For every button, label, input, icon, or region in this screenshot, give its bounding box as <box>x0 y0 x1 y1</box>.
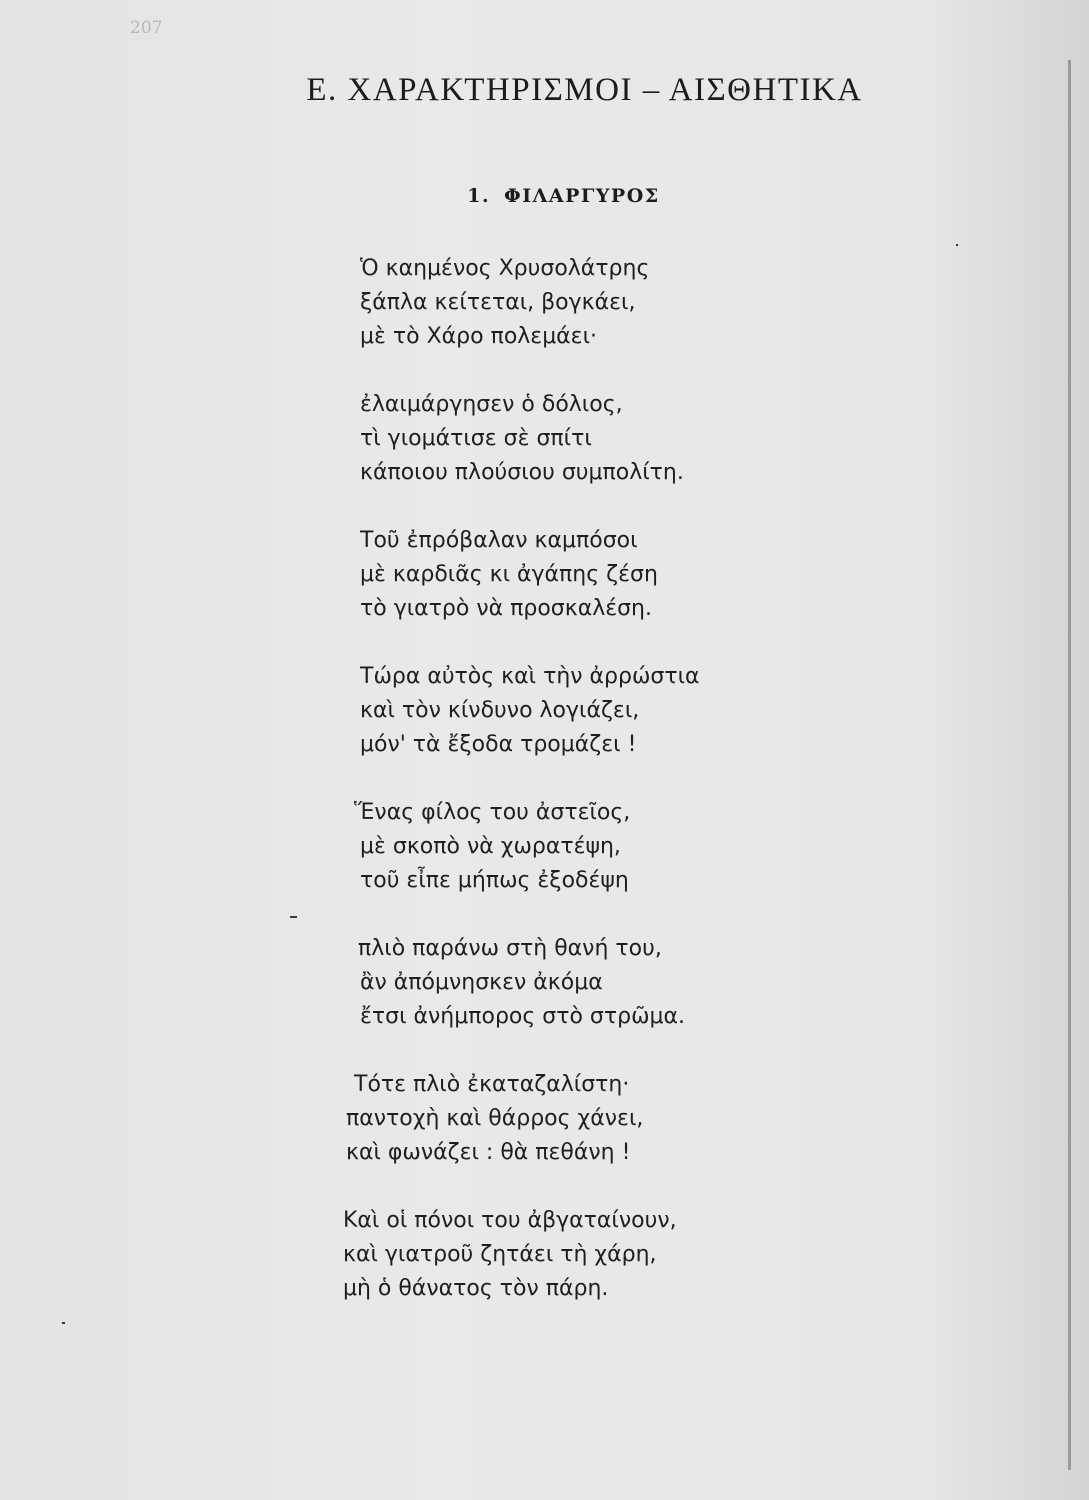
verse-line: Τώρα αὐτὸς καὶ τὴν ἀρρώστια <box>360 664 700 689</box>
ink-speck <box>956 244 958 246</box>
verse-line: τοῦ εἶπε μήπως ἐξοδέψη <box>360 868 629 893</box>
verse-line: Ὁ καημένος Χρυσολάτρης <box>360 256 650 281</box>
stanza-8 <box>343 1204 1010 1306</box>
verse-line: κάποιου πλούσιου συμπολίτη. <box>360 460 684 485</box>
verse-line: μὴ ὁ θάνατος τὸν πάρη. <box>343 1276 609 1301</box>
poem-title <box>0 185 1089 207</box>
verse-line: παντοχὴ καὶ θάρρος χάνει, <box>346 1106 644 1131</box>
verse-line: μὲ σκοπὸ νὰ χωρατέψη, <box>360 834 621 859</box>
verse-line: τὸ γιατρὸ νὰ προσκαλέση. <box>360 596 652 621</box>
page-number: 207 <box>130 18 163 38</box>
verse-line: μόν' τὰ ἔξοδα τρομάζει ! <box>360 732 637 757</box>
verse-line: καὶ γιατροῦ ζητάει τὴ χάρη, <box>343 1242 657 1267</box>
verse-line: ἔτσι ἀνήμπορος στὸ στρῶμα. <box>360 1004 685 1029</box>
stanza-6 <box>360 932 1010 1034</box>
poem-number: 1. <box>467 185 491 207</box>
stanza-4 <box>360 660 1010 762</box>
verse-line: καὶ φωνάζει : θὰ πεθάνη ! <box>346 1140 631 1165</box>
page-edge-shadow <box>1068 60 1071 1470</box>
stanza-1 <box>360 252 1010 354</box>
poem-title-text: ΦΙΛΑΡΓΥΡΟΣ <box>504 185 660 207</box>
verse-line: Τότε πλιὸ ἐκαταζαλίστη· <box>354 1072 630 1097</box>
poem-body <box>343 252 1010 1340</box>
verse-line: καὶ τὸν κίνδυνο λογιάζει, <box>360 698 640 723</box>
section-title: Ε. ΧΑΡΑΚΤΗΡΙΣΜΟΙ – ΑΙΣΘΗΤΙΚΑ <box>306 72 863 108</box>
verse-line: πλιὸ παράνω στὴ θανή του, <box>358 936 662 961</box>
verse-line: Ἕνας φίλος του ἀστεῖος, <box>354 800 631 825</box>
verse-line: ξάπλα κείτεται, βογκάει, <box>360 290 636 315</box>
verse-line: μὲ τὸ Χάρο πολεμάει· <box>360 324 598 349</box>
stanza-7 <box>346 1068 1010 1170</box>
stanza-3 <box>360 524 1010 626</box>
verse-line: Καὶ οἱ πόνοι του ἀβγαταίνουν, <box>343 1208 677 1233</box>
ink-mark <box>290 916 297 918</box>
stanza-2 <box>360 388 1010 490</box>
stanza-5 <box>354 796 1010 898</box>
verse-line: Τοῦ ἐπρόβαλαν καμπόσοι <box>360 528 638 553</box>
verse-line: ἂν ἀπόμνησκεν ἀκόμα <box>360 970 603 995</box>
verse-line: ἐλαιμάργησεν ὁ δόλιος, <box>360 392 623 417</box>
verse-line: τὶ γιομάτισε σὲ σπίτι <box>360 426 592 451</box>
ink-speck <box>62 1322 65 1324</box>
verse-line: μὲ καρδιᾶς κι ἀγάπης ζέση <box>360 562 658 587</box>
